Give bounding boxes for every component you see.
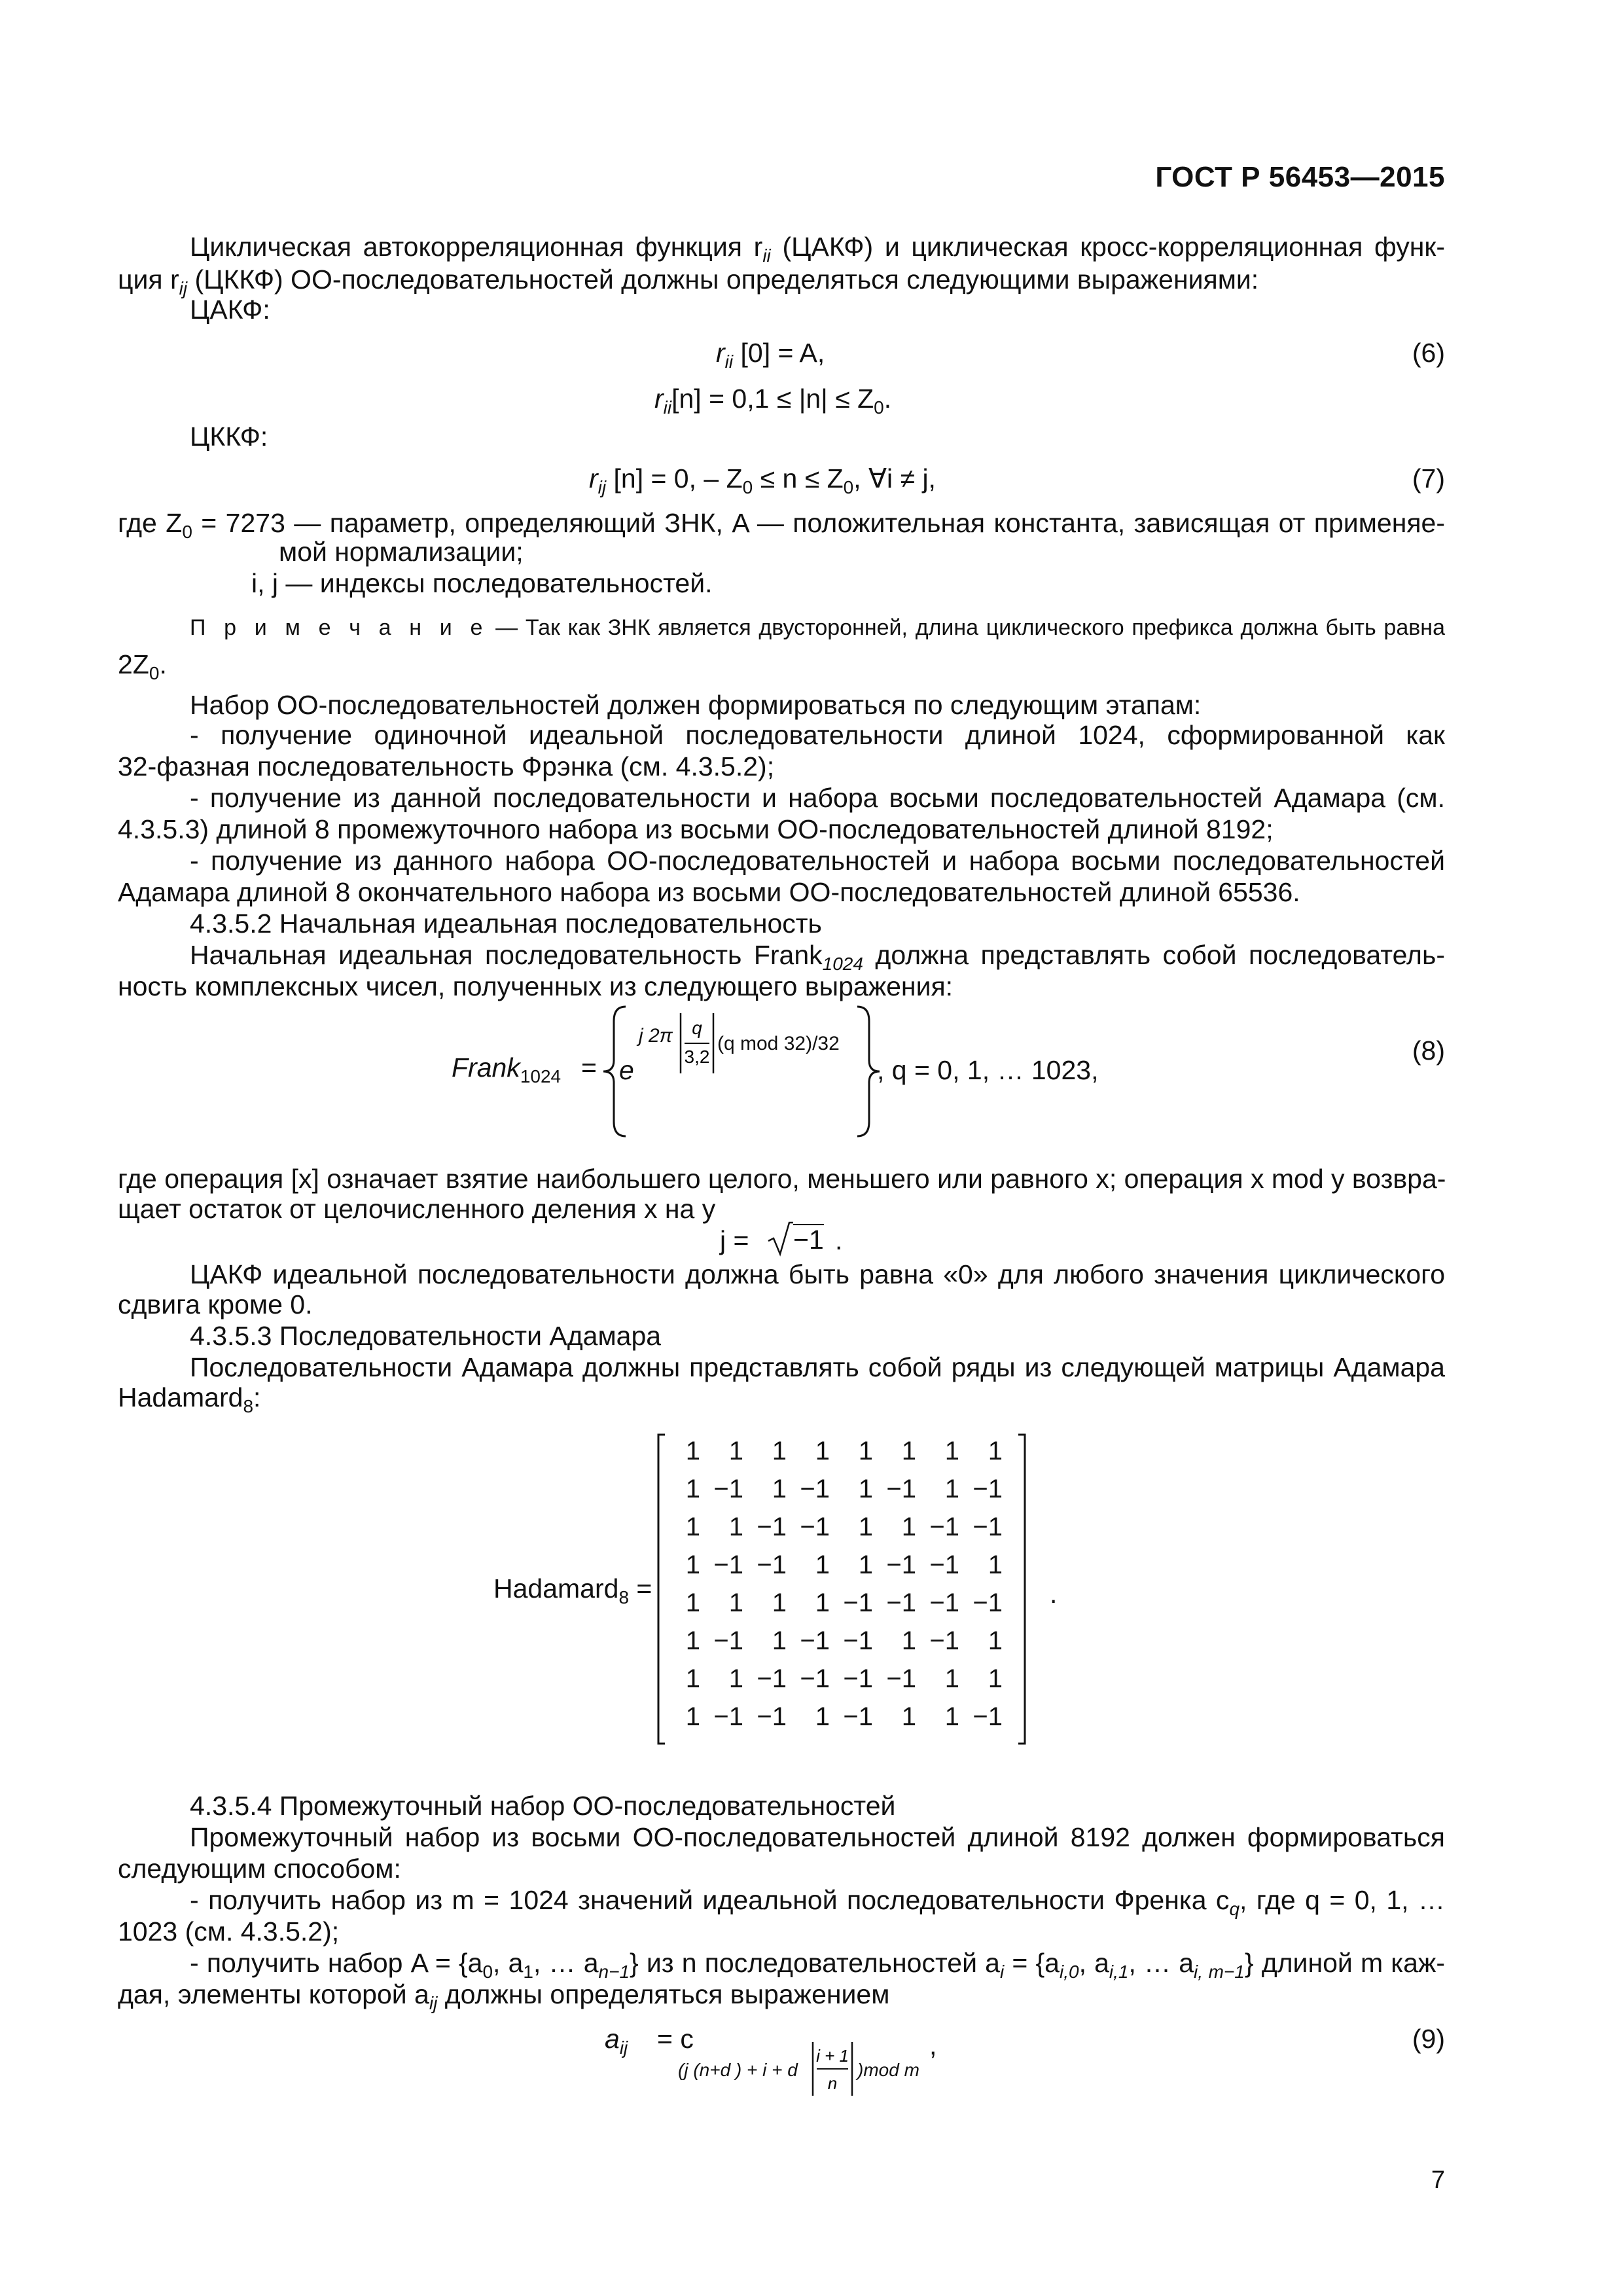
matrix-cell: 1 — [685, 1588, 700, 1617]
matrix-cell: −1 — [972, 1475, 1003, 1503]
exponential-e: e — [619, 1055, 634, 1085]
text-line: Начальная идеальная последовательность Frank$_{1024}$ должна представлять собой последователь- — [190, 940, 1445, 974]
matrix-cell: 1 — [988, 1437, 1003, 1465]
matrix-cell: 1 — [685, 1437, 700, 1465]
equation-7: $r_{ij}$ [n] = 0, – $Z_0 \le n \le Z_0$, ∀i ≠ j, — [589, 463, 936, 497]
matrix-cell: 1 — [728, 1437, 743, 1465]
section-heading-4354: 4.3.5.4 Промежуточный набор ОО-последовательностей — [190, 1791, 896, 1821]
matrix-cell: 1 — [901, 1513, 916, 1541]
frank-symbol: Frank$_{1024}$ — [452, 1052, 562, 1086]
matrix-cell: −1 — [757, 1513, 787, 1541]
matrix-cell: 1 — [858, 1475, 873, 1503]
page-number: 7 — [1431, 2166, 1445, 2194]
matrix-cell: −1 — [929, 1626, 959, 1655]
text-line: Последовательности Адамара должны представлять собой ряды из следующей матрицы Адамара — [190, 1352, 1445, 1382]
matrix-cell: 1 — [944, 1475, 959, 1503]
matrix-cell: −1 — [886, 1588, 916, 1617]
matrix-cell: 1 — [901, 1702, 916, 1731]
matrix-cell: −1 — [800, 1475, 830, 1503]
equation-6a: $r_{ii}$ [0] = A, — [716, 338, 825, 372]
text-line: i, j — индексы последовательностей. — [251, 568, 713, 598]
matrix-cell: 1 — [772, 1588, 787, 1617]
matrix-cell: 1 — [685, 1513, 700, 1541]
text-line: щает остаток от целочисленного деления x на y — [118, 1194, 716, 1224]
eq9-frac-denominator: n — [827, 2073, 838, 2093]
hadamard-matrix — [654, 1433, 1060, 1754]
standard-code: ГОСТ Р 56453—2015 — [1155, 161, 1445, 193]
floor-fraction — [678, 1011, 717, 1076]
label-ckkf: ЦККФ: — [190, 422, 268, 452]
text-line: Циклическая автокорреляционная функция $r_{ii}$ (ЦАКФ) и циклическая кросс-корреляционная функ- — [190, 232, 1445, 266]
list-item: 32-фазная последовательность Фрэнка (см. 4.3.5.2); — [118, 751, 775, 781]
matrix-cell: 1 — [988, 1551, 1003, 1579]
matrix-cell: −1 — [800, 1664, 830, 1693]
matrix-cell: 1 — [944, 1437, 959, 1465]
matrix-cell: 1 — [901, 1437, 916, 1465]
text-line: мой нормализации; — [279, 537, 524, 567]
matrix-cell: 1 — [815, 1588, 830, 1617]
matrix-left-bracket — [658, 1435, 665, 1744]
text-line: ность комплексных чисел, полученных из следующего выражения: — [118, 971, 954, 1001]
text-line: Набор ОО-последовательностей должен формироваться по следующим этапам: — [190, 690, 1202, 720]
j-lhs: j = — [720, 1225, 749, 1255]
text-line: Промежуточный набор из восьми ОО-последовательностей длиной 8192 должен формироваться — [190, 1822, 1445, 1852]
matrix-cell: 1 — [988, 1664, 1003, 1693]
section-heading-4352: 4.3.5.2 Начальная идеальная последовательность — [190, 908, 822, 939]
text-line: следующим способом: — [118, 1854, 401, 1884]
matrix-cell: −1 — [713, 1702, 743, 1731]
matrix-cell: 1 — [685, 1475, 700, 1503]
label-cakf: ЦАКФ: — [190, 295, 270, 325]
equals-sign: = — [581, 1052, 597, 1083]
equation-number-7: (7) — [1412, 463, 1445, 493]
note-line: $2Z_0$. — [118, 649, 167, 683]
eq9-end: , — [929, 2030, 937, 2060]
list-item: 4.3.5.3) длиной 8 промежуточного набора из восьми ОО-последовательностей длиной 8192; — [118, 814, 1274, 844]
list-item: - получение одиночной идеальной последовательности длиной 1024, сформированной как — [190, 720, 1445, 750]
matrix-cell: 1 — [944, 1664, 959, 1693]
matrix-cell: 1 — [685, 1702, 700, 1731]
j-end: . — [835, 1225, 843, 1255]
eq9-subscript-b: )mod m — [857, 2060, 919, 2080]
matrix-cell: −1 — [713, 1626, 743, 1655]
text-line: где $Z_0 = 7273$ — параметр, определяющий ЗНК, A — положительная константа, зависящая от применяе- — [118, 508, 1445, 542]
matrix-cell: 1 — [685, 1664, 700, 1693]
matrix-cell: −1 — [929, 1551, 959, 1579]
matrix-cell: 1 — [988, 1626, 1003, 1655]
eq9-lhs: $a_{ij}$ — [605, 2024, 628, 2058]
list-item: - получение из данной последовательности и набора восьми последовательностей Адамара (см. — [190, 783, 1445, 813]
text-line: сдвига кроме 0. — [118, 1289, 313, 1319]
matrix-cell: −1 — [843, 1664, 873, 1693]
matrix-cell: 1 — [858, 1513, 873, 1541]
list-item: 1023 (см. 4.3.5.2); — [118, 1916, 340, 1946]
matrix-cell: 1 — [901, 1626, 916, 1655]
list-item: Адамара длиной 8 окончательного набора из восьми ОО-последовательностей длиной 65536. — [118, 877, 1300, 907]
matrix-cell: −1 — [757, 1664, 787, 1693]
list-item: - получить набор $A = \{a_0$, $a_1$, … $a_{n-1}$} из n последовательностей $a_i = \{a_{i,0}$, $a_{i,1}$, … $a_{i, m-1}$} длиной m каж- — [190, 1948, 1445, 1982]
matrix-cell: −1 — [929, 1513, 959, 1541]
matrix-cell: 1 — [772, 1475, 787, 1503]
frac-denominator: 3,2 — [684, 1047, 710, 1067]
eq9-equals-c: = c — [657, 2024, 694, 2054]
matrix-cell: 1 — [815, 1702, 830, 1731]
list-item: - получить набор из m = 1024 значений идеальной последовательности Френка $c_q$, где q = 0, 1, … — [190, 1885, 1445, 1919]
matrix-cell: −1 — [843, 1588, 873, 1617]
matrix-cell: −1 — [972, 1702, 1003, 1731]
matrix-cell: −1 — [713, 1475, 743, 1503]
matrix-cell: 1 — [728, 1664, 743, 1693]
list-item: дая, элементы которой $a_{ij}$ должны определяться выражением — [118, 1979, 890, 2013]
equation-number-9: (9) — [1412, 2024, 1445, 2054]
matrix-cell: −1 — [929, 1588, 959, 1617]
note-line: П р и м е ч а н и е — Так как ЗНК является двусторонней, длина циклического префикса должна быть равна — [190, 615, 1445, 640]
matrix-cell: 1 — [728, 1513, 743, 1541]
matrix-cell: 1 — [815, 1551, 830, 1579]
exponent-j2pi: j 2π — [639, 1025, 673, 1047]
hadamard-label: Hadamard$_8$ = — [493, 1573, 652, 1607]
list-item: - получение из данного набора ОО-последовательностей и набора восьми последовательностей — [190, 846, 1445, 876]
matrix-cell: 1 — [685, 1626, 700, 1655]
matrix-cell: −1 — [713, 1551, 743, 1579]
exponent-mod: (q mod 32)/32 — [717, 1033, 840, 1054]
matrix-cell: −1 — [800, 1513, 830, 1541]
matrix-cell: −1 — [757, 1551, 787, 1579]
matrix-cell: −1 — [886, 1551, 916, 1579]
frac-numerator: q — [692, 1018, 702, 1038]
hadamard-end: . — [1050, 1579, 1058, 1609]
equation-number-6: (6) — [1412, 338, 1445, 368]
equation-number-8: (8) — [1412, 1035, 1445, 1066]
text-line: ЦАКФ идеальной последовательности должна быть равна «0» для любого значения циклического — [190, 1259, 1445, 1289]
eq9-subscript-a: (j (n+d ) + i + d — [678, 2060, 798, 2080]
eq9-frac-numerator: i + 1 — [816, 2046, 849, 2066]
matrix-cell: 1 — [944, 1702, 959, 1731]
sqrt-radicand: −1 — [793, 1225, 824, 1255]
matrix-cell: 1 — [685, 1551, 700, 1579]
sqrt-sign — [767, 1219, 793, 1258]
text-line: ция $r_{ij}$ (ЦККФ) ОО-последовательностей должны определяться следующими выражениями: — [118, 264, 1259, 298]
matrix-cell: −1 — [886, 1664, 916, 1693]
matrix-cell: 1 — [858, 1551, 873, 1579]
eq9-floor-fraction — [810, 2039, 856, 2098]
matrix-cell: −1 — [843, 1702, 873, 1731]
matrix-cell: 1 — [815, 1437, 830, 1465]
equation-8-tail: , q = 0, 1, … 1023, — [877, 1055, 1099, 1085]
matrix-cell: −1 — [972, 1588, 1003, 1617]
text-line: где операция [x] означает взятие наибольшего целого, меньшего или равного x; операция x mod y возвра- — [118, 1164, 1446, 1194]
matrix-cell: −1 — [843, 1626, 873, 1655]
matrix-right-bracket — [1018, 1435, 1025, 1744]
text-line: Hadamard$_8$: — [118, 1382, 261, 1416]
matrix-cell: 1 — [728, 1588, 743, 1617]
matrix-cell: −1 — [972, 1513, 1003, 1541]
section-heading-4353: 4.3.5.3 Последовательности Адамара — [190, 1321, 662, 1351]
matrix-cell: −1 — [886, 1475, 916, 1503]
matrix-cell: −1 — [757, 1702, 787, 1731]
equation-6b: $r_{ii}[n] = 0,1 \le |n| \le Z_0$. — [654, 384, 892, 418]
matrix-cell: 1 — [772, 1626, 787, 1655]
matrix-cell: −1 — [800, 1626, 830, 1655]
matrix-cell: 1 — [772, 1437, 787, 1465]
matrix-cell: 1 — [858, 1437, 873, 1465]
